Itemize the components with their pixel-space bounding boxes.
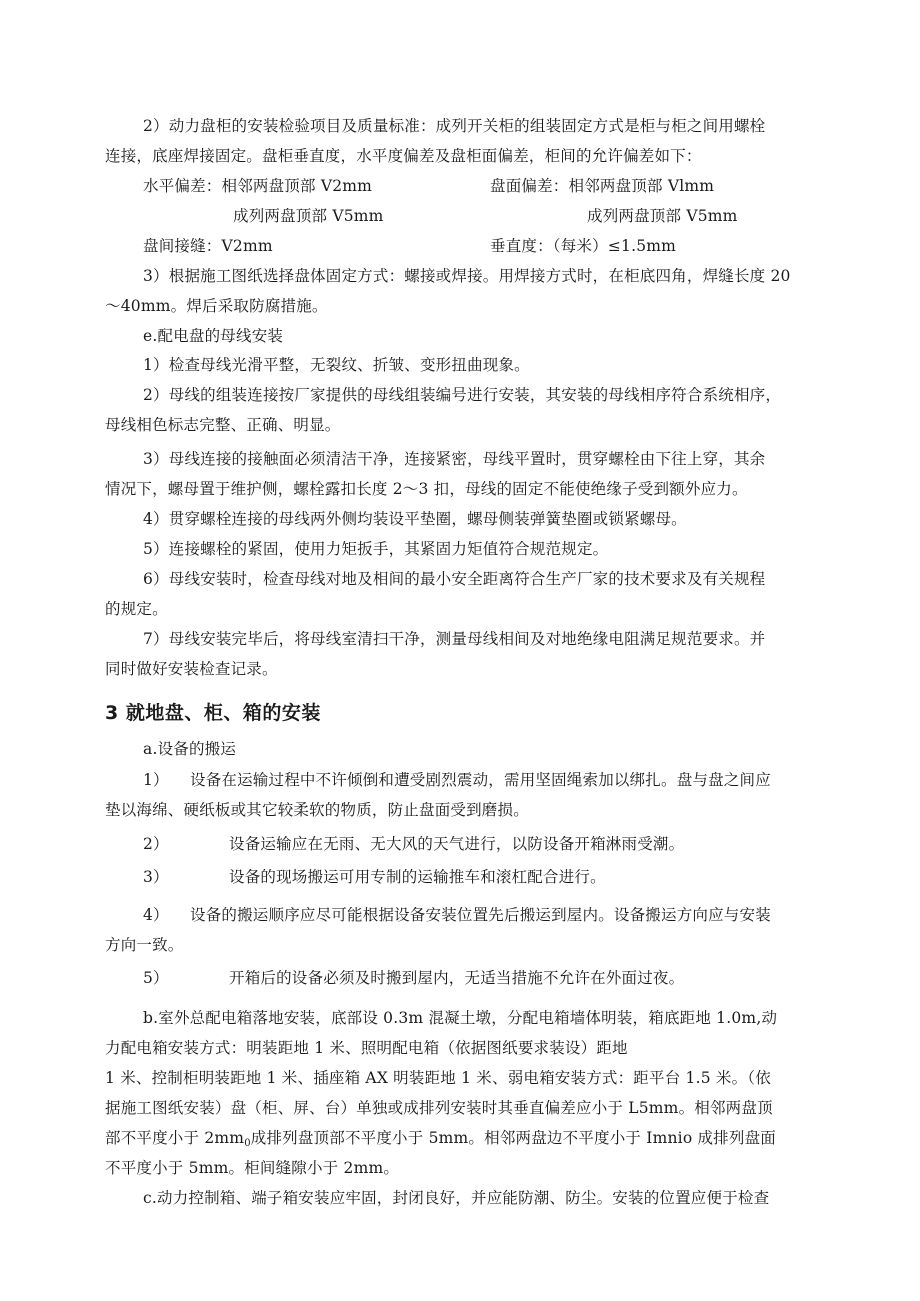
item2-line1: 2）动力盘柜的安装检验项目及质量标准：成列开关柜的组装固定方式是柜与柜之间用螺栓 (143, 117, 766, 135)
section-b-line4: 据施工图纸安装）盘（柜、屏、台）单独或成排列安装时其垂直偏差应小于 L5mm。相邻两盘顶 (105, 1099, 773, 1117)
section-a-item2-text: 设备运输应在无雨、无大风的天气进行，以防设备开箱淋雨受潮。 (229, 835, 685, 853)
section-b-line3: 1 米、控制柜明装距地 1 米、插座箱 AX 明装距地 1 米、弱电箱安装方式：距平台 1.5 米。（依 (105, 1069, 771, 1087)
section-a-item3-text: 设备的现场搬运可用专制的运输推车和滚杠配合进行。 (229, 868, 606, 886)
item2-line2: 连接，底座焊接固定。盘柜垂直度，水平度偏差及盘柜面偏差，柜间的允许偏差如下： (105, 147, 702, 165)
tolerance-row1-right: 盘面偏差：相邻两盘顶部 Vlmm (490, 177, 715, 195)
section-a-item4-number: 4） (143, 906, 169, 924)
section-b-line5 (105, 1127, 776, 1155)
item3-line2: ～40mm。焊后采取防腐措施。 (105, 297, 328, 315)
tolerance-row1-left: 水平偏差：相邻两盘顶部 V2mm (143, 177, 373, 195)
tolerance-row2-left: 成列两盘顶部 V5mm (233, 207, 384, 225)
tolerance-row2-right: 成列两盘顶部 V5mm (587, 207, 738, 225)
section-e-item5: 5）连接螺栓的紧固，使用力矩扳手，其紧固力矩值符合规范规定。 (143, 540, 609, 558)
section-e-title: e.配电盘的母线安装 (143, 327, 284, 345)
section-b-line5-part2: 成排列盘顶部不平度小于 5mm。相邻两盘边不平度小于 Imnio 成排列盘面 (250, 1129, 776, 1147)
section-e-item2-line2: 母线相色标志完整、正确、明显。 (105, 416, 341, 434)
section-a-item2-number: 2） (143, 835, 169, 853)
section-3-heading: 3 就地盘、柜、箱的安装 (105, 702, 321, 724)
section-b-line1: b.室外总配电箱落地安装，底部设 0.3m 混凝土墩，分配电箱墙体明装，箱底距地 1.0m,动 (143, 1009, 778, 1027)
section-a-item1-line2: 垫以海绵、硬纸板或其它较柔软的物质，防止盘面受到磨损。 (105, 801, 529, 819)
section-e-item3-line2: 情况下，螺母置于维护侧，螺栓露扣长度 2～3 扣，母线的固定不能使绝缘子受到额外应力。 (105, 480, 748, 498)
section-b-line5-part1: 部不平度小于 2mm (105, 1129, 245, 1147)
section-e-item1: 1）检查母线光滑平整，无裂纹、折皱、变形扭曲现象。 (143, 356, 530, 374)
section-a-item1-text: 设备在运输过程中不许倾倒和遭受剧烈震动，需用坚固绳索加以绑扎。盘与盘之间应 (190, 771, 771, 789)
item3-line1: 3）根据施工图纸选择盘体固定方式：螺接或焊接。用焊接方式时，在柜底四角，焊缝长度 20 (143, 267, 791, 285)
section-e-item7-line1: 7）母线安装完毕后，将母线室清扫干净，测量母线相间及对地绝缘电阻满足规范要求。并 (143, 630, 766, 648)
section-c-line1: c.动力控制箱、端子箱安装应牢固，封闭良好，并应能防潮、防尘。安装的位置应便于检查 (143, 1189, 770, 1207)
tolerance-row3-right: 垂直度：（每米）≤1.5mm (490, 237, 677, 255)
section-a-item5-number: 5） (143, 969, 169, 987)
tolerance-row3-left: 盘间接缝：V2mm (143, 237, 273, 255)
section-a-item4-text: 设备的搬运顺序应尽可能根据设备安装位置先后搬运到屋内。设备搬运方向应与安装 (190, 906, 771, 924)
section-e-item3-line1: 3）母线连接的接触面必须清洁干净，连接紧密，母线平置时，贯穿螺栓由下往上穿，其余 (143, 450, 766, 468)
section-a-item1-number: 1） (143, 771, 169, 789)
section-e-item6-line1: 6）母线安装时，检查母线对地及相间的最小安全距离符合生产厂家的技术要求及有关规程 (143, 570, 766, 588)
section-a-item3-number: 3） (143, 868, 169, 886)
section-a-item4-line2: 方向一致。 (105, 936, 184, 954)
section-b-line5-subscript: 0 (244, 1138, 251, 1149)
section-a-item5-text: 开箱后的设备必须及时搬到屋内，无适当措施不允许在外面过夜。 (229, 969, 685, 987)
section-e-item4: 4）贯穿螺栓连接的母线两外侧均装设平垫圈，螺母侧装弹簧垫圈或锁紧螺母。 (143, 510, 687, 528)
section-a-title: a.设备的搬运 (143, 740, 237, 758)
section-b-line2: 力配电箱安装方式：明装距地 1 米、照明配电箱（依据图纸要求装设）距地 (105, 1039, 628, 1057)
section-e-item6-line2: 的规定。 (105, 600, 168, 618)
section-e-item2-line1: 2）母线的组装连接按厂家提供的母线组装编号进行安装，其安装的母线相序符合系统相序， (143, 386, 782, 404)
section-e-item7-line2: 同时做好安装检查记录。 (105, 660, 278, 678)
section-b-line6: 不平度小于 5mm。柜间缝隙小于 2mm。 (105, 1159, 400, 1177)
